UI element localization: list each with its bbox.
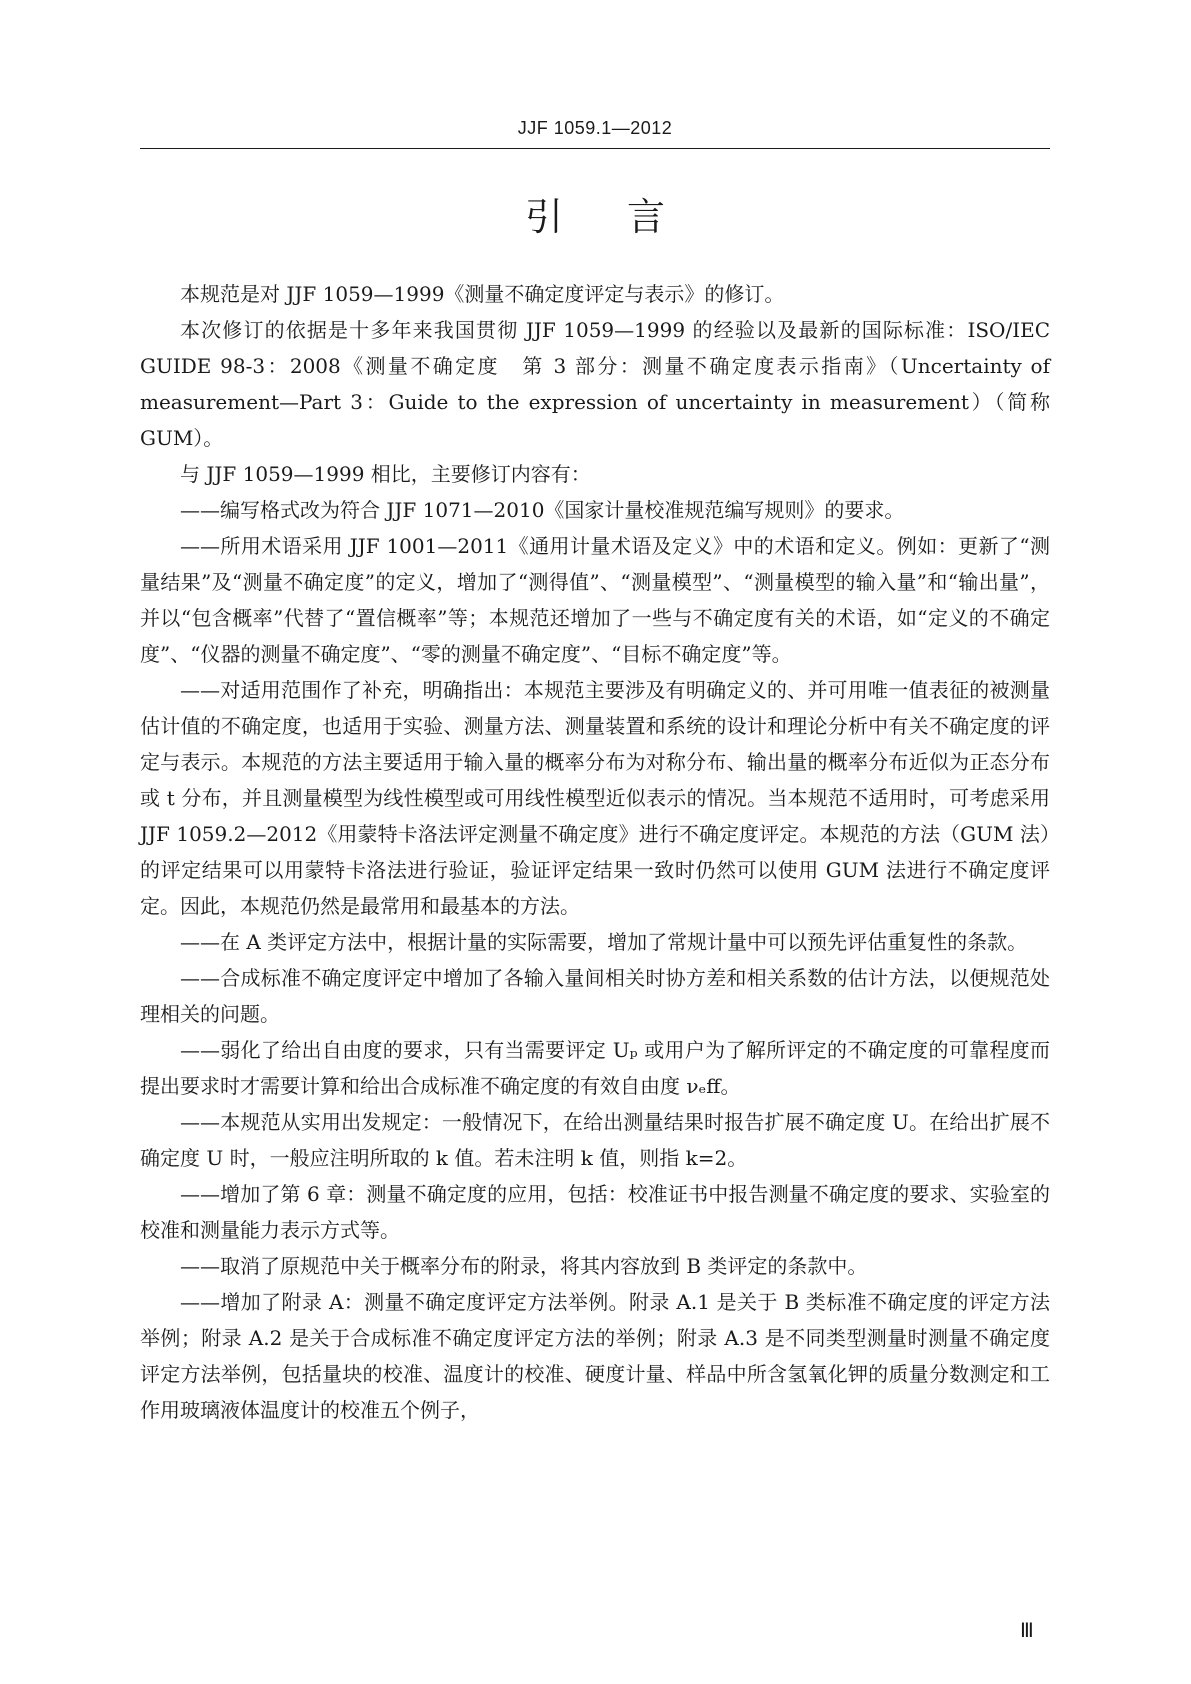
paragraph-changes-lead: 与 JJF 1059—1999 相比，主要修订内容有： bbox=[180, 462, 591, 486]
paragraph-basis: 本次修订的依据是十多年来我国贯彻 JJF 1059—1999 的经验以及最新的国际标准：ISO/IEC GUIDE 98-3：2008《测量不确定度 第 3 部分：测量不确定度表示指南》（Uncertainty of measurement—Part 3：Guide to the expression of uncertainty in measurement）（简称 GUM）。 bbox=[140, 318, 1050, 450]
change-item-appendix-a: ——增加了附录 A：测量不确定度评定方法举例。附录 A.1 是关于 B 类标准不确定度的评定方法举例；附录 A.2 是关于合成标准不确定度评定方法的举例；附录 A.3 是不同类型测量时测量不确定度评定方法举例，包括量块的校准、温度计的校准、硬度计量、样品中所含氢氧化钾的质量分数测定和工作用玻璃液体温度计的校准五个例子， bbox=[140, 1290, 1050, 1422]
document-code-header: JJF 1059.1—2012 bbox=[517, 118, 673, 138]
change-item-dof: ——弱化了给出自由度的要求，只有当需要评定 Uₚ 或用户为了解所评定的不确定度的可靠程度而提出要求时才需要计算和给出合成标准不确定度的有效自由度 νₑff。 bbox=[140, 1038, 1050, 1098]
change-item-format: ——编写格式改为符合 JJF 1071—2010《国家计量校准规范编写规则》的要求。 bbox=[180, 498, 905, 522]
change-item-scope: ——对适用范围作了补充，明确指出：本规范主要涉及有明确定义的、并可用唯一值表征的被测量估计值的不确定度，也适用于实验、测量方法、测量装置和系统的设计和理论分析中有关不确定度的评定与表示。本规范的方法主要适用于输入量的概率分布为对称分布、输出量的概率分布近似为正态分布或 t 分布，并且测量模型为线性模型或可用线性模型近似表示的情况。当本规范不适用时，可考虑采用 JJF 1059.2—2012《用蒙特卡洛法评定测量不确定度》进行不确定度评定。本规范的方法（GUM 法）的评定结果可以用蒙特卡洛法进行验证，验证评定结果一致时仍然可以使用 GUM 法进行不确定度评定。因此，本规范仍然是最常用和最基本的方法。 bbox=[140, 678, 1050, 918]
change-item-appendix-removed: ——取消了原规范中关于概率分布的附录，将其内容放到 B 类评定的条款中。 bbox=[180, 1254, 868, 1278]
header-rule bbox=[140, 148, 1050, 149]
change-item-combined: ——合成标准不确定度评定中增加了各输入量间相关时协方差和相关系数的估计方法，以便规范处理相关的问题。 bbox=[140, 966, 1050, 1026]
body-text bbox=[140, 276, 1050, 1428]
page-number: Ⅲ bbox=[1020, 1620, 1034, 1642]
paragraph-intro: 本规范是对 JJF 1059—1999《测量不确定度评定与表示》的修订。 bbox=[180, 282, 785, 306]
change-item-terms: ——所用术语采用 JJF 1001—2011《通用计量术语及定义》中的术语和定义。例如：更新了“测量结果”及“测量不确定度”的定义，增加了“测得值”、“测量模型”、“测量模型的输入量”和“输出量”，并以“包含概率”代替了“置信概率”等；本规范还增加了一些与不确定度有关的术语，如“定义的不确定度”、“仪器的测量不确定度”、“零的测量不确定度”、“目标不确定度”等。 bbox=[140, 534, 1050, 666]
change-item-type-a: ——在 A 类评定方法中，根据计量的实际需要，增加了常规计量中可以预先评估重复性的条款。 bbox=[180, 930, 1028, 954]
change-item-expanded: ——本规范从实用出发规定：一般情况下，在给出测量结果时报告扩展不确定度 U。在给出扩展不确定度 U 时，一般应注明所取的 k 值。若未注明 k 值，则指 k=2。 bbox=[140, 1110, 1050, 1170]
page-title: 引言 bbox=[524, 195, 729, 239]
change-item-chapter6: ——增加了第 6 章：测量不确定度的应用，包括：校准证书中报告测量不确定度的要求、实验室的校准和测量能力表示方式等。 bbox=[140, 1182, 1050, 1242]
